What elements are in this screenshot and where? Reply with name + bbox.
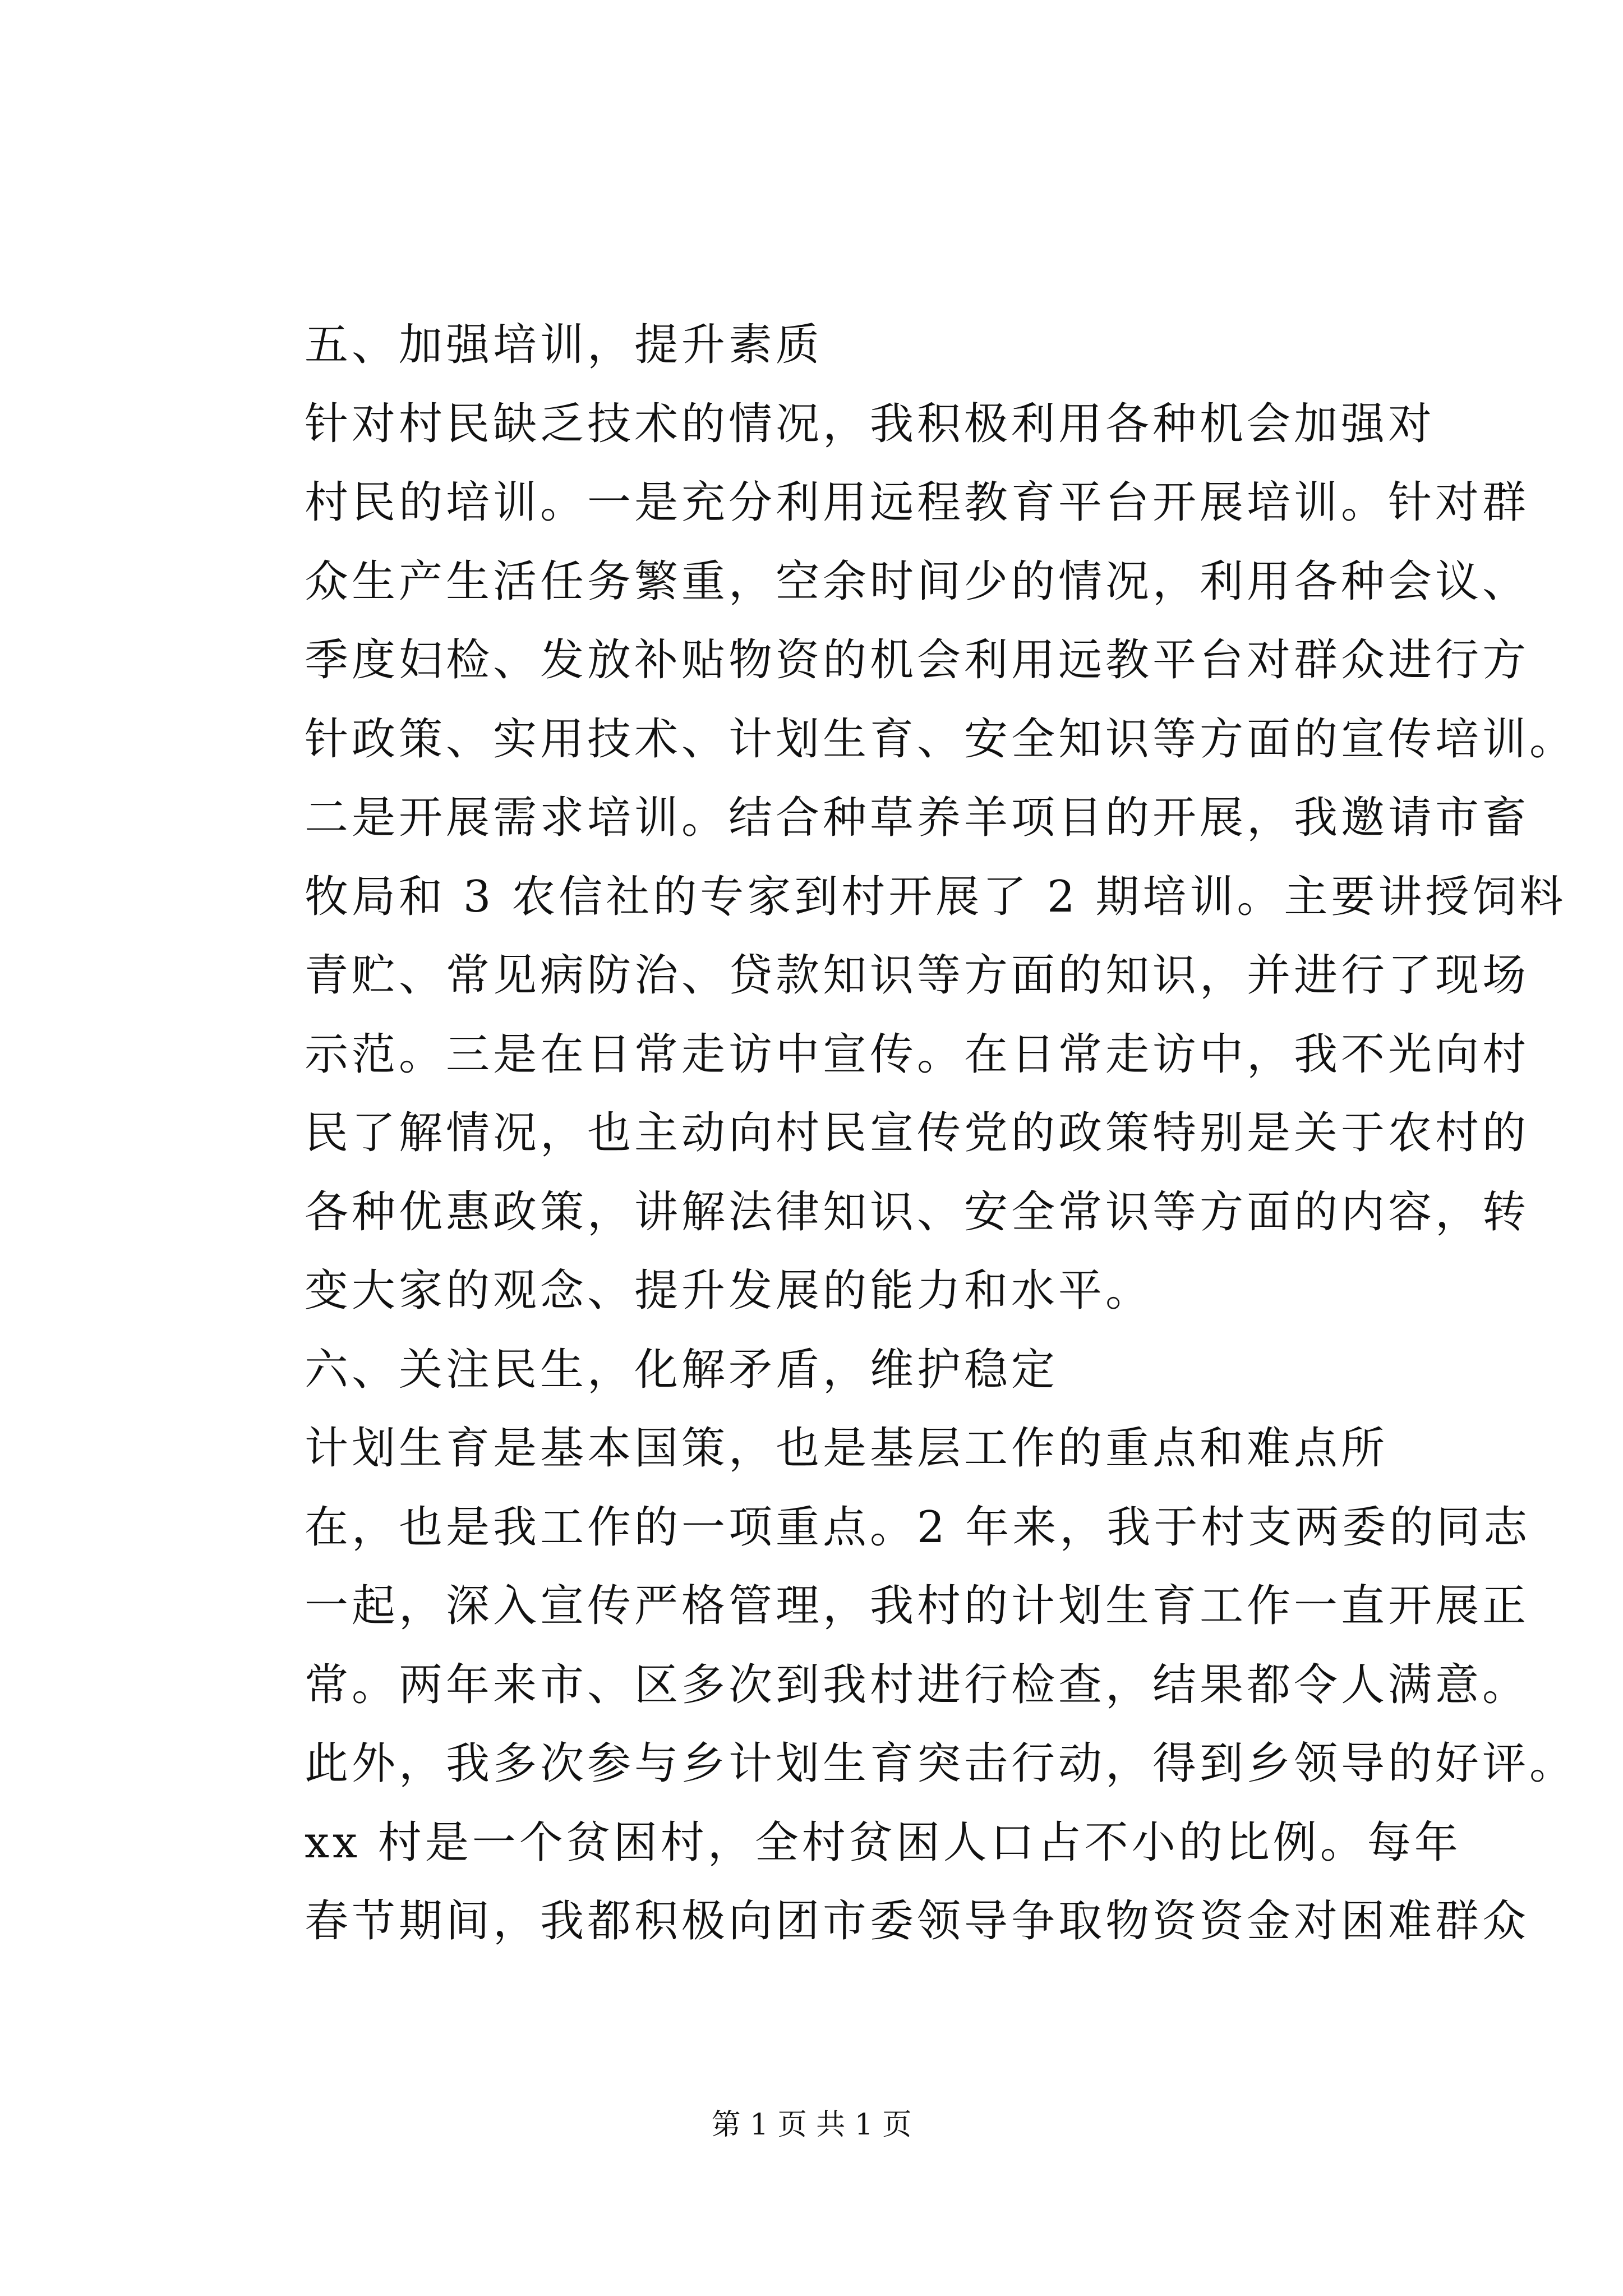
paragraph-line: 常。两年来市、区多次到我村进行检查，结果都令人满意。 <box>305 1659 1530 1710</box>
paragraph-line: 二是开展需求培训。结合种草养羊项目的开展，我邀请市畜 <box>305 793 1530 843</box>
paragraph-line: 季度妇检、发放补贴物资的机会利用远教平台对群众进行方 <box>305 635 1530 685</box>
paragraph-line: 村民的培训。一是充分利用远程教育平台开展培训。针对群 <box>305 477 1530 528</box>
paragraph-line: 各种优惠政策，讲解法律知识、安全常识等方面的内容，转 <box>305 1186 1530 1237</box>
page-footer: 第 1 页 共 1 页 <box>711 2108 912 2142</box>
paragraph-line: 针对村民缺乏技术的情况，我积极利用各种机会加强对 <box>305 398 1436 449</box>
paragraph-line: 示范。三是在日常走访中宣传。在日常走访中，我不光向村 <box>305 1029 1530 1080</box>
paragraph-line: 一起，深入宣传严格管理，我村的计划生育工作一直开展正 <box>305 1581 1530 1631</box>
document-body <box>305 306 1577 1961</box>
section-heading-5: 五、加强培训，提升素质 <box>305 320 823 370</box>
paragraph-line: 青贮、常见病防治、贷款知识等方面的知识，并进行了现场 <box>305 950 1530 1001</box>
paragraph-line: 此外，我多次参与乡计划生育突击行动，得到乡领导的好评。 <box>305 1738 1577 1789</box>
paragraph-line: 在，也是我工作的一项重点。2 年来，我于村支两委的同志 <box>305 1502 1531 1553</box>
paragraph-line: 众生产生活任务繁重，空余时间少的情况，利用各种会议、 <box>305 556 1530 607</box>
paragraph-line: 计划生育是基本国策，也是基层工作的重点和难点所 <box>305 1423 1389 1474</box>
paragraph-line: xx 村是一个贫困村，全村贫困人口占不小的比例。每年 <box>305 1817 1461 1868</box>
paragraph-line: 春节期间，我都积极向团市委领导争取物资资金对困难群众 <box>305 1896 1530 1947</box>
paragraph-line: 牧局和 3 农信社的专家到村开展了 2 期培训。主要讲授饲料 <box>305 871 1567 922</box>
paragraph-line: 民了解情况，也主动向村民宣传党的政策特别是关于农村的 <box>305 1108 1530 1158</box>
paragraph-line: 针政策、实用技术、计划生育、安全知识等方面的宣传培训。 <box>305 714 1577 765</box>
paragraph-line: 变大家的观念、提升发展的能力和水平。 <box>305 1266 1153 1316</box>
section-heading-6: 六、关注民生，化解矛盾，维护稳定 <box>305 1344 1059 1395</box>
